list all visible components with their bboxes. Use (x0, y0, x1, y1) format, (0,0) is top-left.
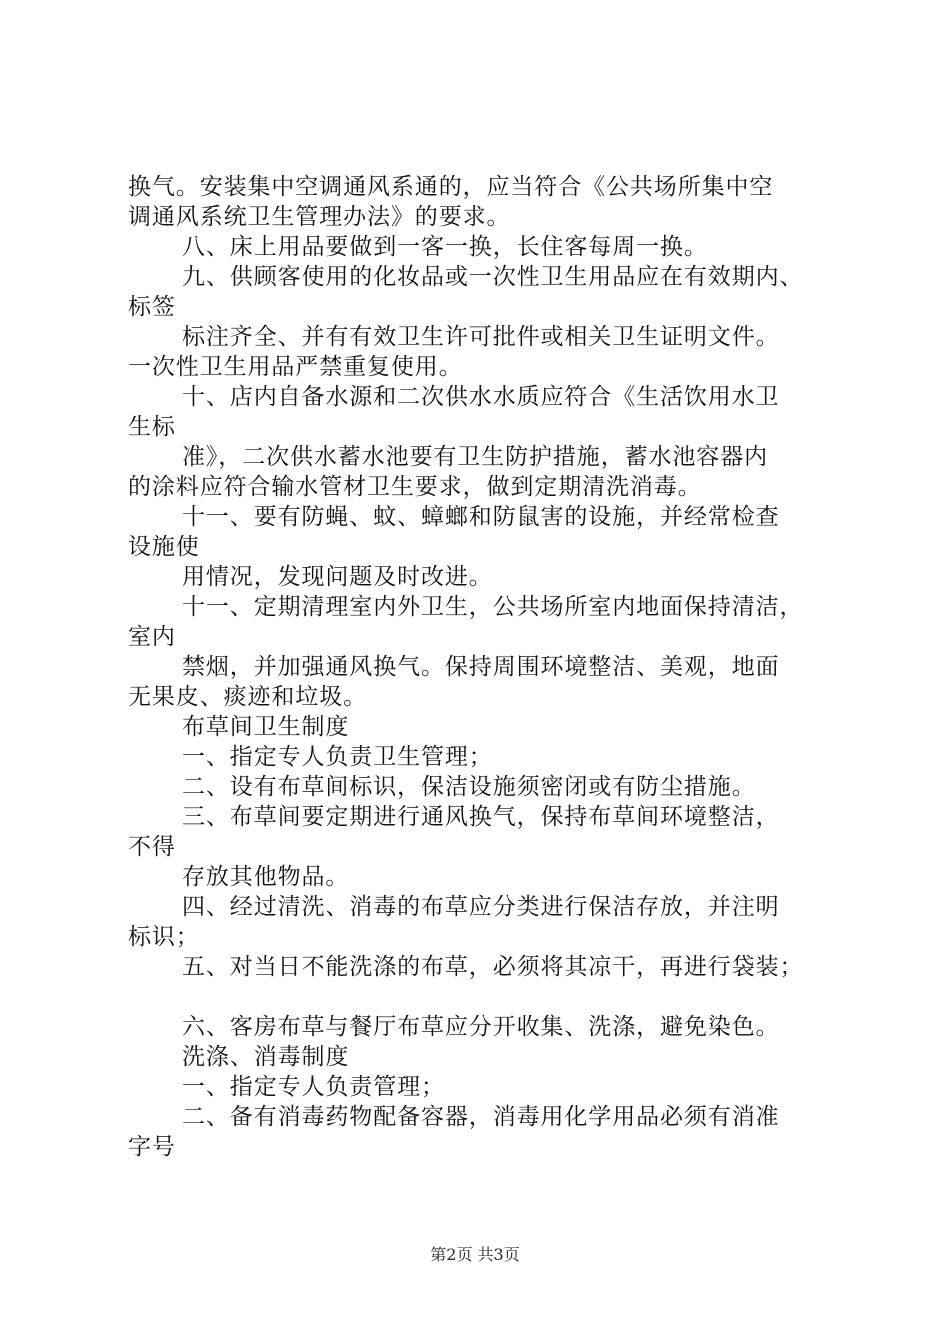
text-line: 设施使 (128, 534, 200, 560)
text-line: 换气。安装集中空调通风系通的，应当符合《公共场所集中空 (128, 174, 774, 200)
text-line: 二、设有布草间标识，保洁设施须密闭或有防尘措施。 (182, 774, 756, 800)
text-line: 八、床上用品要做到一客一换，长住客每周一换。 (182, 234, 708, 260)
text-line: 标签 (128, 294, 176, 320)
text-line: 一、指定专人负责卫生管理； (182, 744, 493, 770)
text-line: 十、店内自备水源和二次供水水质应符合《生活饮用水卫 (182, 384, 780, 410)
text-line: 生标 (128, 414, 176, 440)
section-heading: 布草间卫生制度 (182, 714, 350, 740)
text-line: 的涂料应符合输水管材卫生要求，做到定期清洗消毒。 (128, 474, 702, 500)
text-line: 五、对当日不能洗涤的布草，必须将其凉干，再进行袋装； (182, 954, 804, 980)
document-body (128, 172, 848, 1162)
page-footer (0, 1245, 950, 1265)
text-line: 准》，二次供水蓄水池要有卫生防护措施，蓄水池容器内 (182, 444, 768, 470)
text-line: 字号 (128, 1134, 176, 1160)
text-line: 不得 (128, 834, 176, 860)
text-line: 调通风系统卫生管理办法》的要求。 (128, 204, 511, 230)
text-line: 无果皮、痰迹和垃圾。 (128, 684, 367, 710)
text-line: 用情况，发现问题及时改进。 (182, 564, 493, 590)
section-heading: 洗涤、消毒制度 (182, 1044, 350, 1070)
text-line: 十一、要有防蝇、蚊、蟑螂和防鼠害的设施，并经常检查 (182, 504, 780, 530)
text-line: 标识； (128, 924, 200, 950)
text-line: 一、指定专人负责管理； (182, 1074, 445, 1100)
text-line: 二、备有消毒药物配备容器，消毒用化学用品必须有消准 (182, 1104, 780, 1130)
text-line: 标注齐全、并有有效卫生许可批件或相关卫生证明文件。 (182, 324, 780, 350)
blank-line (128, 982, 848, 1012)
text-line: 室内 (128, 624, 176, 650)
text-line: 存放其他物品。 (182, 864, 350, 890)
page-number: 第2页 共3页 (430, 1245, 520, 1264)
text-line: 九、供顾客使用的化妆品或一次性卫生用品应在有效期内、 (182, 264, 804, 290)
text-line: 四、经过清洗、消毒的布草应分类进行保洁存放，并注明 (182, 894, 780, 920)
text-line: 三、布草间要定期进行通风换气，保持布草间环境整洁， (182, 804, 780, 830)
text-line: 十一、定期清理室内外卫生，公共场所室内地面保持清洁， (182, 594, 804, 620)
text-line: 一次性卫生用品严禁重复使用。 (128, 354, 463, 380)
text-line: 六、客房布草与餐厅布草应分开收集、洗涤，避免染色。 (182, 1014, 780, 1040)
text-line: 禁烟，并加强通风换气。保持周围环境整洁、美观，地面 (182, 654, 780, 680)
